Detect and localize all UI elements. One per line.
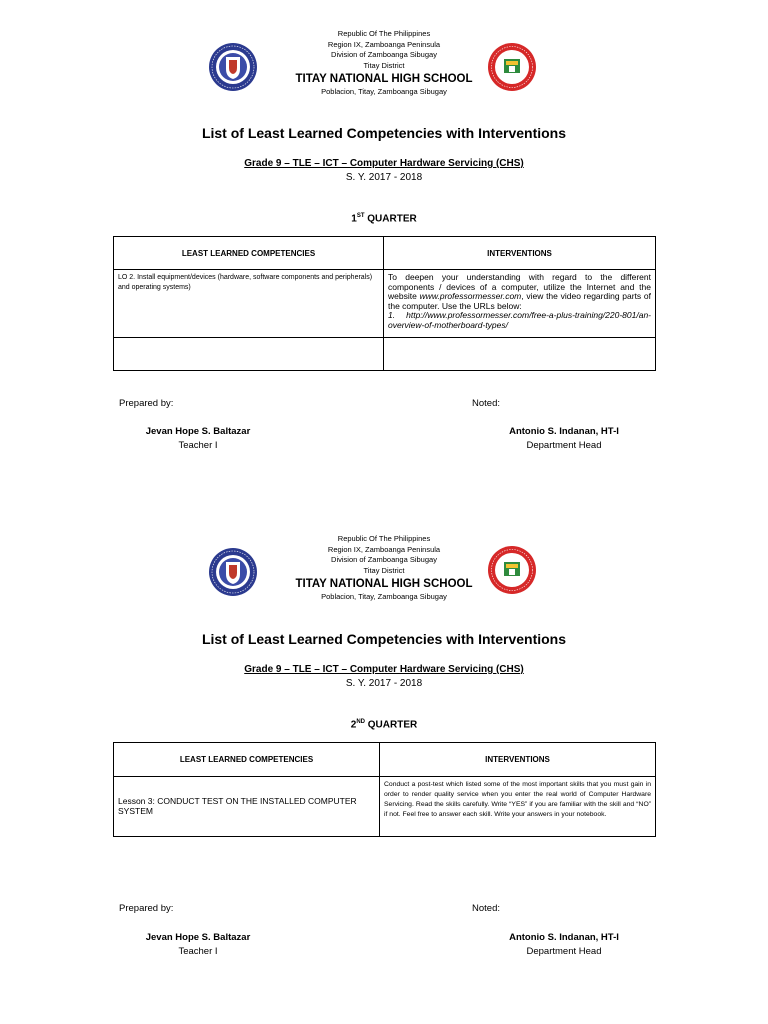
noted-name: Antonio S. Indanan, HT-I <box>509 426 619 437</box>
quarter-suffix: ND <box>356 719 365 725</box>
deped-seal-logo <box>208 547 258 597</box>
subject-text: Grade 9 – TLE – ICT – Computer Hardware Servicing (CHS) <box>244 158 524 169</box>
school-year: S. Y. 2017 - 2018 <box>345 678 423 689</box>
prepared-name: Jevan Hope S. Baltazar <box>145 932 251 943</box>
noted-label: Noted: <box>472 398 500 409</box>
region-line: Region IX, Zamboanga Peninsula <box>327 39 441 49</box>
competencies-table <box>113 742 656 837</box>
noted-role: Department Head <box>526 946 602 957</box>
quarter-suffix: ST <box>356 213 365 219</box>
intervention-text-b: , view the video regarding parts of the computer. Use the URLs below: <box>388 291 651 311</box>
district-line: Titay District <box>363 565 405 575</box>
prepared-by-label: Prepared by: <box>119 903 174 914</box>
intervention-text-a: To deepen your understanding with regard to the different components / devices of a computer, utilize the Internet and the website <box>388 272 651 301</box>
subject-line <box>0 664 768 675</box>
header-interventions: INTERVENTIONS <box>380 743 656 777</box>
quarter-number: 2 <box>350 719 357 731</box>
school-address: Poblacion, Titay, Zamboanga Sibugay <box>321 87 447 96</box>
header-competencies: LEAST LEARNED COMPETENCIES <box>114 743 380 777</box>
district-line: Titay District <box>363 60 405 70</box>
header-competencies: LEAST LEARNED COMPETENCIES <box>114 237 384 270</box>
school-header <box>0 534 768 603</box>
school-name: TITAY NATIONAL HIGH SCHOOL <box>295 73 473 85</box>
prepared-role: Teacher I <box>178 440 218 451</box>
noted-role: Department Head <box>526 440 602 451</box>
competency-cell: Lesson 3: CONDUCT TEST ON THE INSTALLED COMPUTER SYSTEM <box>114 777 380 837</box>
competency-cell: LO 2. Install equipment/devices (hardware, software components and peripherals) and operating systems) <box>114 270 384 338</box>
quarter-heading <box>0 719 768 730</box>
noted-label: Noted: <box>472 903 500 914</box>
quarter-word: QUARTER <box>367 213 417 225</box>
division-line: Division of Zamboanga Sibugay <box>331 555 437 564</box>
republic-line: Republic Of The Philippines <box>337 29 431 38</box>
division-line: Division of Zamboanga Sibugay <box>331 50 437 59</box>
prepared-role: Teacher I <box>178 946 218 957</box>
school-seal-logo <box>487 545 537 595</box>
subject-text: Grade 9 – TLE – ICT – Computer Hardware Servicing (CHS) <box>244 664 524 675</box>
header-interventions: INTERVENTIONS <box>384 237 656 270</box>
republic-line: Republic Of The Philippines <box>337 534 431 543</box>
document-title: List of Least Learned Competencies with Interventions <box>201 125 567 141</box>
website-link: www.professormesser.com <box>419 291 522 301</box>
quarter-number: 1 <box>351 213 357 225</box>
intervention-cell: Conduct a post-test which listed some of the most important skills that you must gain in order to render quality service when you enter the real world of Computer Hardware Servicing. Read the skills carefully. Write “YES” if you are familiar with the skill and “NO” if not. Feel free to answer each skill. Write your answers in your notebook. <box>380 777 656 837</box>
intervention-url: 1. http://www.professormesser.com/free-a-plus-training/220-801/an-overview-of-motherboard-types/ <box>388 310 651 330</box>
document-title: List of Least Learned Competencies with Interventions <box>201 631 567 647</box>
prepared-by-label: Prepared by: <box>119 398 174 409</box>
school-name: TITAY NATIONAL HIGH SCHOOL <box>295 578 473 590</box>
noted-name: Antonio S. Indanan, HT-I <box>509 932 619 943</box>
school-year: S. Y. 2017 - 2018 <box>345 172 423 183</box>
quarter-word: QUARTER <box>367 719 418 731</box>
prepared-name: Jevan Hope S. Baltazar <box>145 426 251 437</box>
region-line: Region IX, Zamboanga Peninsula <box>327 544 441 554</box>
school-address: Poblacion, Titay, Zamboanga Sibugay <box>321 592 447 601</box>
